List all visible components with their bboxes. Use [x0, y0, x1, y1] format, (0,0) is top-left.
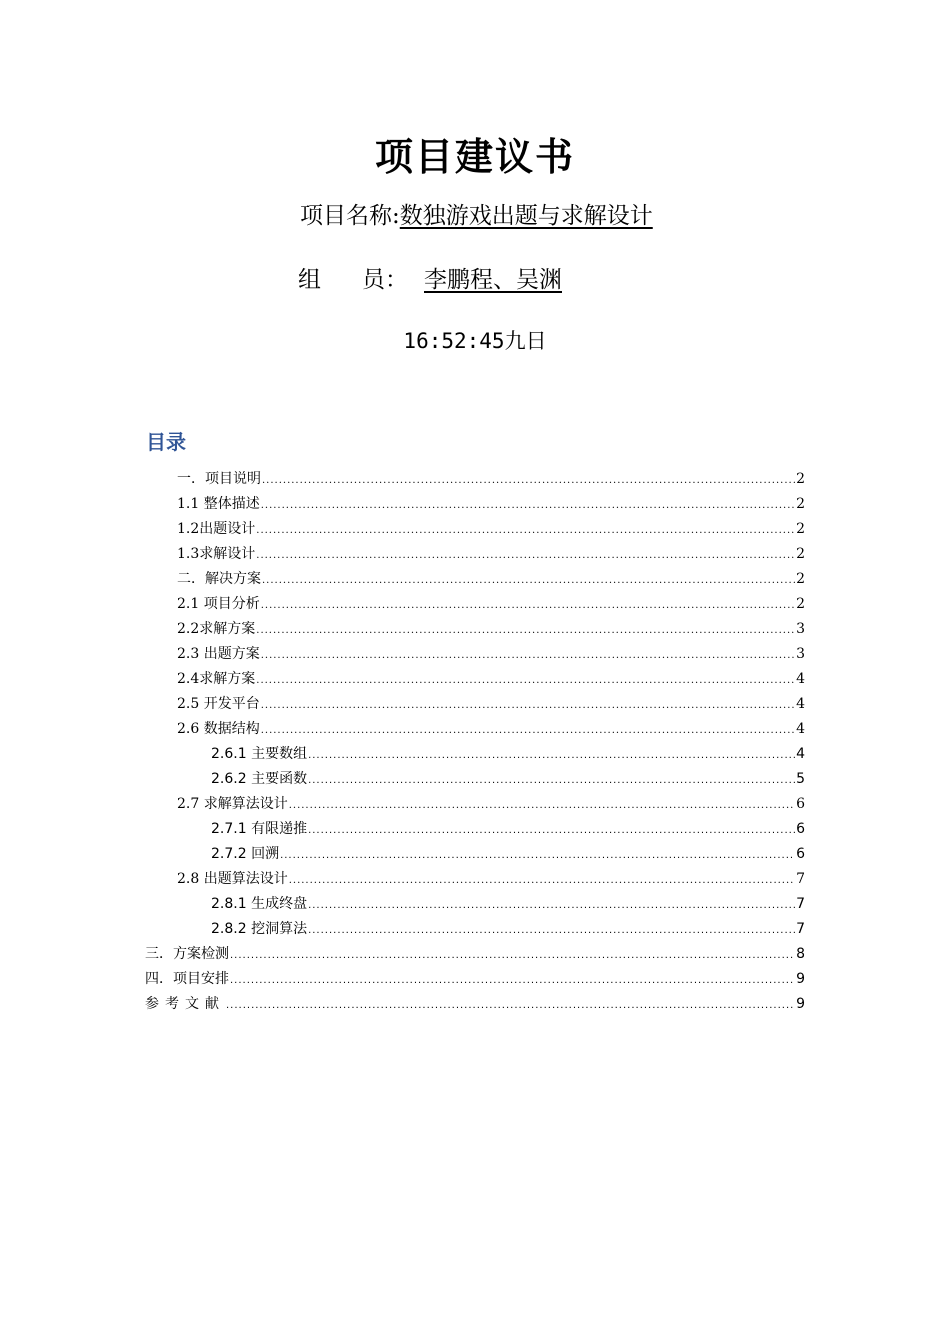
toc-leader	[256, 671, 795, 691]
project-name-value: 数独游戏出题与求解设计	[399, 203, 653, 229]
toc-entry[interactable]	[177, 619, 805, 639]
toc-entry-label: 2.5 开发平台	[177, 696, 260, 712]
toc-entry-page: 8	[796, 946, 805, 962]
toc-entry[interactable]	[177, 694, 805, 714]
toc-entry[interactable]	[211, 844, 805, 864]
date-time: 16:52:45	[403, 329, 505, 353]
toc-leader	[280, 846, 795, 866]
toc-entry-page: 4	[796, 721, 805, 737]
toc-entry-label: 1.2出题设计	[177, 521, 256, 537]
toc-entry[interactable]	[177, 794, 805, 814]
project-name-line	[300, 197, 653, 230]
toc-entry-label: 2.7 求解算法设计	[177, 796, 288, 812]
toc-entry-label: 2.4求解方案	[177, 671, 256, 687]
toc-entry-page: 5	[796, 771, 805, 787]
date-suffix: 九日	[504, 329, 547, 353]
toc-leader	[226, 996, 795, 1016]
toc-entry-page: 2	[796, 521, 805, 537]
document-title: 项目建议书	[374, 135, 575, 179]
toc-entry-page: 7	[796, 871, 805, 887]
toc-entry[interactable]	[145, 944, 805, 964]
toc-heading: 目录	[146, 430, 186, 454]
toc-entry-page: 6	[796, 846, 805, 862]
toc-leader	[256, 621, 795, 641]
toc-entry-page: 2	[796, 571, 805, 587]
toc-leader	[261, 596, 795, 616]
toc-entry[interactable]	[177, 644, 805, 664]
toc-leader	[261, 646, 795, 666]
toc-entry[interactable]	[211, 769, 805, 789]
toc-entry[interactable]	[211, 819, 805, 839]
date-line	[0, 325, 950, 355]
toc-leader	[230, 946, 795, 966]
toc-leader	[256, 521, 795, 541]
toc-entry[interactable]	[145, 994, 805, 1014]
toc-leader	[308, 921, 795, 941]
members-label-2: 员：	[362, 267, 408, 293]
toc-entry-page: 4	[796, 746, 805, 762]
toc-entry-label: 2.2求解方案	[177, 621, 256, 637]
toc-entry-page: 9	[796, 971, 805, 987]
toc-entry[interactable]	[211, 919, 805, 939]
members-line	[298, 261, 562, 294]
toc-entry-label: 2.3 出题方案	[177, 646, 260, 662]
toc-leader	[262, 571, 795, 591]
toc-entry-label: 2.7.1 有限递推	[211, 821, 308, 837]
toc-entry-label: 2.6 数据结构	[177, 721, 260, 737]
toc-entry-page: 3	[796, 646, 805, 662]
toc-entry[interactable]	[177, 519, 805, 539]
toc-entry-page: 3	[796, 621, 805, 637]
members-label-1: 组	[298, 267, 321, 293]
toc-leader	[261, 696, 795, 716]
toc-entry[interactable]	[211, 894, 805, 914]
toc-entry-label: 1.3求解设计	[177, 546, 256, 562]
toc-entry-page: 4	[796, 671, 805, 687]
toc-entry-page: 7	[796, 896, 805, 912]
members-value: 李鹏程、吴渊	[424, 267, 562, 293]
toc-entry[interactable]	[177, 594, 805, 614]
toc-entry-page: 4	[796, 696, 805, 712]
toc-entry-label: 参考文献	[145, 996, 225, 1012]
toc-leader	[230, 971, 795, 991]
toc-leader	[308, 896, 795, 916]
toc-entry[interactable]	[177, 544, 805, 564]
toc-leader	[289, 796, 795, 816]
toc-entry-label: 一．项目说明	[177, 471, 261, 487]
toc-leader	[308, 771, 795, 791]
project-name-label: 项目名称:	[300, 203, 400, 229]
toc-entry-label: 2.6.1 主要数组	[211, 746, 308, 762]
toc-entry-label: 2.8 出题算法设计	[177, 871, 288, 887]
toc-entry-label: 2.8.1 生成终盘	[211, 896, 308, 912]
toc-leader	[261, 721, 795, 741]
toc-entry[interactable]	[177, 719, 805, 739]
toc-entry[interactable]	[177, 469, 805, 489]
toc-entry-page: 2	[796, 546, 805, 562]
toc-entry[interactable]	[211, 744, 805, 764]
toc-entry-page: 2	[796, 471, 805, 487]
toc-entry-label: 2.1 项目分析	[177, 596, 260, 612]
toc-entry-page: 2	[796, 596, 805, 612]
toc-entry[interactable]	[177, 569, 805, 589]
toc-entry-page: 9	[796, 996, 805, 1012]
toc-leader	[261, 496, 795, 516]
toc-entry[interactable]	[177, 869, 805, 889]
toc-entry-label: 2.7.2 回溯	[211, 846, 280, 862]
toc-entry[interactable]	[177, 494, 805, 514]
toc-entry-label: 二．解决方案	[177, 571, 261, 587]
toc-entry-page: 2	[796, 496, 805, 512]
toc-leader	[308, 821, 795, 841]
toc-entry-page: 7	[796, 921, 805, 937]
toc-entry[interactable]	[145, 969, 805, 989]
toc-leader	[256, 546, 795, 566]
toc-leader	[289, 871, 795, 891]
toc-entry-label: 三．方案检测	[145, 946, 229, 962]
toc-entry-page: 6	[796, 821, 805, 837]
toc-entry-page: 6	[796, 796, 805, 812]
toc-entry-label: 2.8.2 挖洞算法	[211, 921, 308, 937]
toc-entry-label: 1.1 整体描述	[177, 496, 260, 512]
toc-entry-label: 2.6.2 主要函数	[211, 771, 308, 787]
toc-entry[interactable]	[177, 669, 805, 689]
toc-leader	[262, 471, 795, 491]
toc-leader	[308, 746, 795, 766]
toc-entry-label: 四．项目安排	[145, 971, 229, 987]
